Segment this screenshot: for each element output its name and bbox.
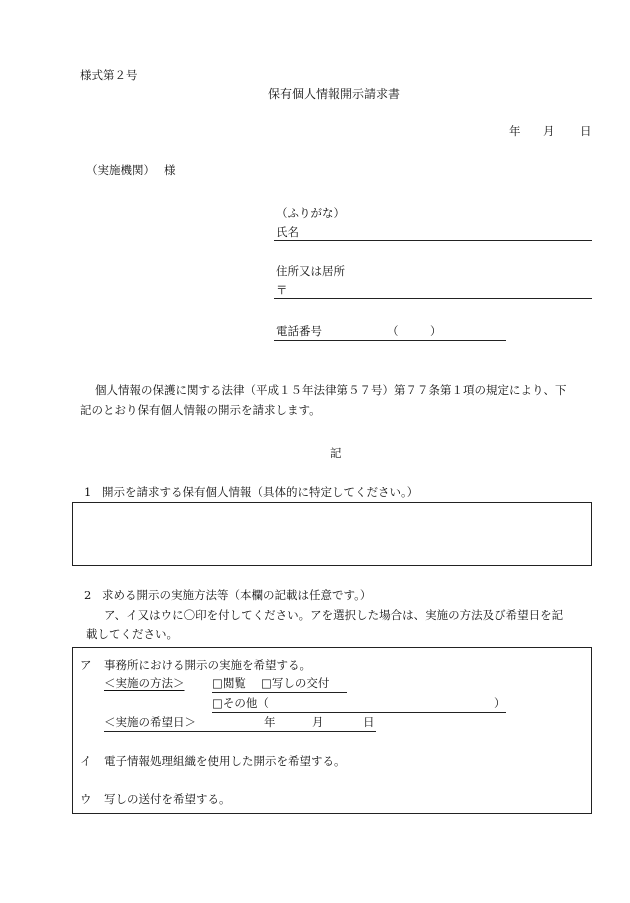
date-year-label: 年 bbox=[509, 124, 521, 138]
desired-date-label: ＜実施の希望日＞ bbox=[104, 715, 196, 729]
desired-date-year: 年 bbox=[264, 715, 276, 729]
checkbox-view[interactable]: □閲覧 bbox=[212, 676, 246, 690]
name-field[interactable] bbox=[274, 240, 592, 241]
option-a-text: 事務所における開示の実施を希望する。 bbox=[104, 658, 311, 672]
addressee-honorific: 様 bbox=[164, 163, 176, 177]
requested-info-box[interactable] bbox=[72, 502, 592, 566]
option-b-mark[interactable]: イ bbox=[80, 754, 92, 768]
ki-label: 記 bbox=[330, 446, 342, 460]
method-label: ＜実施の方法＞ bbox=[104, 676, 185, 690]
option-b-text: 電子情報処理組織を使用した開示を希望する。 bbox=[104, 754, 346, 768]
address-label: 住所又は居所 bbox=[276, 264, 345, 278]
section1-heading: 開示を請求する保有個人情報（具体的に特定してください。） bbox=[102, 485, 419, 499]
addressee-org: （実施機関） bbox=[86, 163, 155, 177]
desired-date-field[interactable] bbox=[104, 731, 376, 732]
option-c-mark[interactable]: ウ bbox=[80, 792, 92, 806]
other-field[interactable] bbox=[212, 712, 506, 713]
option-c-text: 写しの送付を希望する。 bbox=[104, 792, 231, 806]
phone-field[interactable] bbox=[274, 340, 506, 341]
section2-number: 2 bbox=[84, 588, 92, 602]
phone-paren-close: ） bbox=[430, 324, 442, 338]
desired-date-day: 日 bbox=[363, 715, 375, 729]
name-label: 氏名 bbox=[276, 225, 299, 239]
checkbox-other[interactable]: □その他（ bbox=[212, 696, 269, 710]
desired-date-month: 月 bbox=[312, 715, 324, 729]
method-underline bbox=[212, 692, 347, 693]
option-a-mark[interactable]: ア bbox=[80, 658, 92, 672]
body-line-1: 個人情報の保護に関する法律（平成１５年法律第５７号）第７７条第１項の規定により、下 bbox=[95, 383, 567, 397]
section2-heading: 求める開示の実施方法等（本欄の記載は任意です。） bbox=[102, 588, 372, 602]
other-paren-close: ） bbox=[494, 696, 506, 710]
postal-mark: 〒 bbox=[276, 283, 288, 297]
address-field[interactable] bbox=[274, 298, 592, 299]
furigana-label: （ふりがな） bbox=[276, 206, 345, 220]
section1-number: 1 bbox=[84, 485, 92, 499]
body-line-2: 記のとおり保有個人情報の開示を請求します。 bbox=[80, 403, 321, 417]
date-day-label: 日 bbox=[580, 124, 592, 138]
page-title: 保有個人情報開示請求書 bbox=[268, 87, 401, 101]
form-number: 様式第２号 bbox=[80, 68, 138, 82]
section2-instruction-2: 載してください。 bbox=[86, 627, 178, 641]
phone-paren-open: （ bbox=[387, 324, 399, 338]
section2-instruction-1: ア、イ又はウに〇印を付してください。アを選択した場合は、実施の方法及び希望日を記 bbox=[104, 608, 564, 622]
checkbox-copy[interactable]: □写しの交付 bbox=[261, 676, 330, 690]
phone-label: 電話番号 bbox=[276, 324, 322, 338]
date-month-label: 月 bbox=[543, 124, 555, 138]
